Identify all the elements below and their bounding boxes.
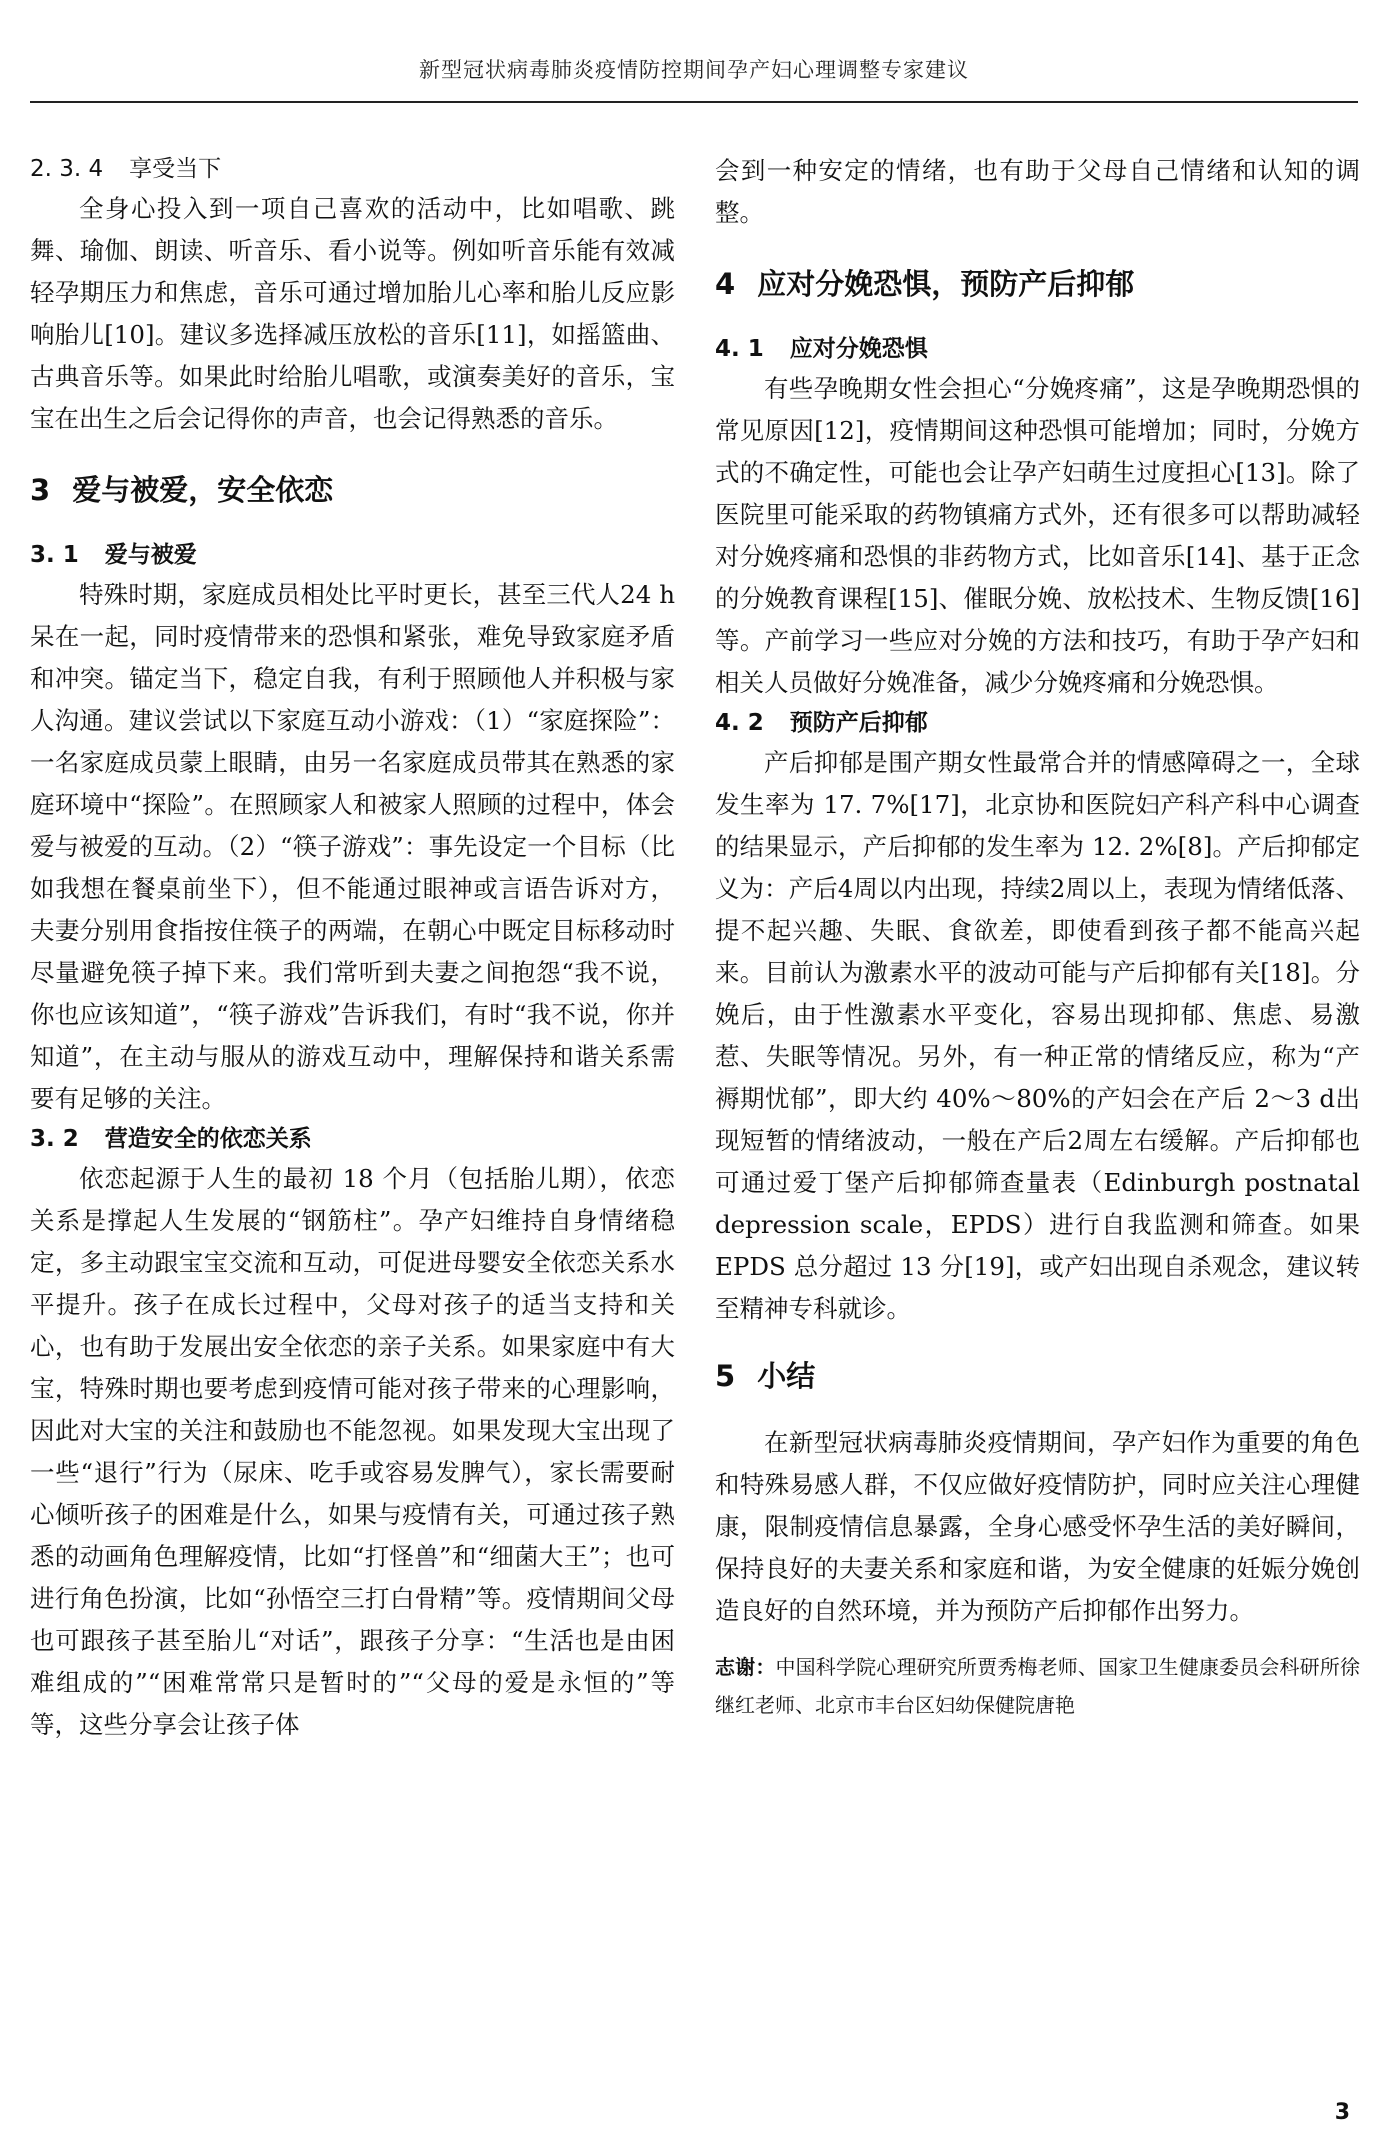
section-title: 应对分娩恐惧，预防产后抑郁 bbox=[757, 267, 1135, 301]
section-number: 3. 1 bbox=[30, 542, 79, 568]
section-number: 4 bbox=[715, 267, 736, 301]
section-number: 4. 2 bbox=[715, 710, 764, 736]
section-2-3-4-paragraph: 全身心投入到一项自己喜欢的活动中，比如唱歌、跳舞、瑜伽、朗读、听音乐、看小说等。例如听音乐能有效减轻孕期压力和焦虑，音乐可通过增加胎儿心率和胎儿反应影响胎儿[10]。建议多选择减压放松的音乐[11]，如摇篮曲、古典音乐等。如果此时给胎儿唱歌，或演奏美好的音乐，宝宝在出生之后会记得你的声音，也会记得熟悉的音乐。 bbox=[30, 194, 675, 433]
section-2-3-4-heading bbox=[30, 150, 675, 188]
section-title: 预防产后抑郁 bbox=[789, 710, 928, 736]
section-number: 3 bbox=[30, 473, 51, 507]
left-column bbox=[30, 150, 675, 1746]
section-title: 营造安全的依恋关系 bbox=[104, 1126, 312, 1152]
section-number: 4. 1 bbox=[715, 336, 764, 362]
section-3-1-paragraph: 特殊时期，家庭成员相处比平时更长，甚至三代人24 h呆在一起，同时疫情带来的恐惧和紧张，难免导致家庭矛盾和冲突。锚定当下，稳定自我，有利于照顾他人并积极与家人沟通。建议尝试以下家庭互动小游戏：（1）“家庭探险”：一名家庭成员蒙上眼睛，由另一名家庭成员带其在熟悉的家庭环境中“探险”。在照顾家人和被家人照顾的过程中，体会爱与被爱的互动。（2）“筷子游戏”：事先设定一个目标（比如我想在餐桌前坐下），但不能通过眼神或言语告诉对方，夫妻分别用食指按住筷子的两端，在朝心中既定目标移动时尽量避免筷子掉下来。我们常听到夫妻之间抱怨“我不说，你也应该知道”，“筷子游戏”告诉我们，有时“我不说，你并知道”，在主动与服从的游戏互动中，理解保持和谐关系需要有足够的关注。 bbox=[30, 580, 675, 1113]
header-rule bbox=[30, 101, 1358, 103]
section-3-2-paragraph: 依恋起源于人生的最初 18 个月（包括胎儿期），依恋关系是撑起人生发展的“钢筋柱”。孕产妇维持自身情绪稳定，多主动跟宝宝交流和互动，可促进母婴安全依恋关系水平提升。孩子在成长过程中，父母对孩子的适当支持和关心，也有助于发展出安全依恋的亲子关系。如果家庭中有大宝，特殊时期也要考虑到疫情可能对孩子带来的心理影响，因此对大宝的关注和鼓励也不能忽视。如果发现大宝出现了一些“退行”行为（尿床、吃手或容易发脾气），家长需要耐心倾听孩子的困难是什么，如果与疫情有关，可通过孩子熟悉的动画角色理解疫情，比如“打怪兽”和“细菌大王”；也可进行角色扮演，比如“孙悟空三打白骨精”等。疫情期间父母也可跟孩子甚至胎儿“对话”，跟孩子分享：“生活也是由困难组成的”“困难常常只是暂时的”“父母的爱是永恒的”等等，这些分享会让孩子体 bbox=[30, 1164, 675, 1739]
section-3-heading bbox=[30, 468, 675, 512]
section-title: 小结 bbox=[757, 1359, 816, 1393]
section-5-paragraph: 在新型冠状病毒肺炎疫情期间，孕产妇作为重要的角色和特殊易感人群，不仅应做好疫情防护，同时应关注心理健康，限制疫情信息暴露，全身心感受怀孕生活的美好瞬间，保持良好的夫妻关系和家庭和谐，为安全健康的妊娠分娩创造良好的自然环境，并为预防产后抑郁作出努力。 bbox=[715, 1428, 1360, 1625]
section-title: 享受当下 bbox=[129, 156, 222, 182]
section-5-heading bbox=[715, 1354, 1360, 1398]
section-3-1-heading bbox=[30, 536, 675, 574]
section-number: 3. 2 bbox=[30, 1126, 79, 1152]
section-4-1-heading bbox=[715, 330, 1360, 368]
section-3-2-heading bbox=[30, 1120, 675, 1158]
acknowledgement bbox=[715, 1648, 1360, 1724]
page-number: 3 bbox=[1334, 2100, 1350, 2125]
section-number: 5 bbox=[715, 1359, 736, 1393]
acknowledgement-label: 志谢： bbox=[715, 1655, 776, 1679]
section-4-2-paragraph: 产后抑郁是围产期女性最常合并的情感障碍之一，全球发生率为 17. 7%[17]，北京协和医院妇产科产科中心调查的结果显示，产后抑郁的发生率为 12. 2%[8]。产后抑郁定义为：产后4周以内出现，持续2周以上，表现为情绪低落、提不起兴趣、失眠、食欲差，即使看到孩子都不能高兴起来。目前认为激素水平的波动可能与产后抑郁有关[18]。分娩后，由于性激素水平变化，容易出现抑郁、焦虑、易激惹、失眠等情况。另外，有一种正常的情绪反应，称为“产褥期忧郁”，即大约 40%～80%的产妇会在产后 2～3 d出现短暂的情绪波动，一般在产后2周左右缓解。产后抑郁也可通过爱丁堡产后抑郁筛查量表（Edinburgh postnatal depression scale，EPDS）进行自我监测和筛查。如果 EPDS 总分超过 13 分[19]，或产妇出现自杀观念，建议转至精神专科就诊。 bbox=[715, 748, 1360, 1323]
section-4-2-heading bbox=[715, 704, 1360, 742]
section-number: 2. 3. 4 bbox=[30, 156, 104, 182]
section-title: 爱与被爱，安全依恋 bbox=[72, 473, 334, 507]
acknowledgement-text: 中国科学院心理研究所贾秀梅老师、国家卫生健康委员会科研所徐继红老师、北京市丰台区妇幼保健院唐艳 bbox=[715, 1655, 1361, 1717]
running-title: 新型冠状病毒肺炎疫情防控期间孕产妇心理调整专家建议 bbox=[419, 58, 969, 82]
section-4-1-paragraph: 有些孕晚期女性会担心“分娩疼痛”，这是孕晚期恐惧的常见原因[12]，疫情期间这种恐惧可能增加；同时，分娩方式的不确定性，可能也会让孕产妇萌生过度担心[13]。除了医院里可能采取的药物镇痛方式外，还有很多可以帮助减轻对分娩疼痛和恐惧的非药物方式，比如音乐[14]、基于正念的分娩教育课程[15]、催眠分娩、放松技术、生物反馈[16]等。产前学习一些应对分娩的方法和技巧，有助于孕产妇和相关人员做好分娩准备，减少分娩疼痛和分娩恐惧。 bbox=[715, 374, 1360, 697]
continued-paragraph: 会到一种安定的情绪，也有助于父母自己情绪和认知的调整。 bbox=[715, 156, 1360, 227]
section-4-heading bbox=[715, 262, 1360, 306]
section-title: 爱与被爱 bbox=[104, 542, 197, 568]
section-title: 应对分娩恐惧 bbox=[789, 336, 928, 362]
right-column bbox=[715, 150, 1360, 1724]
